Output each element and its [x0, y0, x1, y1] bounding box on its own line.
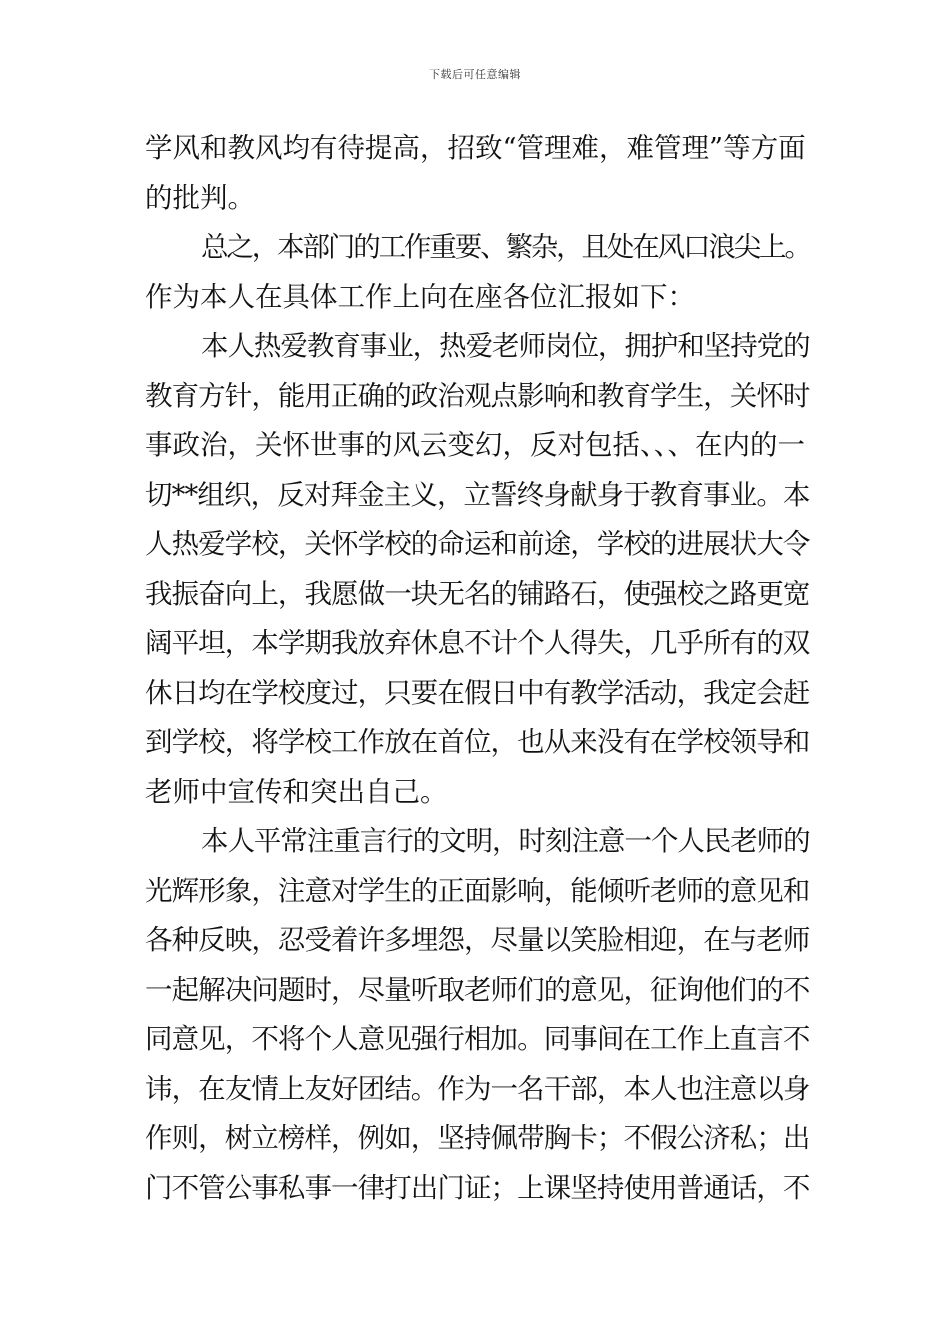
text-line: 一起解决问题时，尽量听取老师们的意见，征询他们的不	[145, 973, 810, 1006]
page-header: 下载后可任意编辑	[429, 68, 521, 81]
text-line: 讳，在友情上友好团结。作为一名干部，本人也注意以身	[145, 1072, 810, 1105]
text-line: 本人热爱教育事业，热爱老师岗位，拥护和坚持党的	[201, 330, 810, 362]
text-line: 的批判。	[145, 181, 255, 214]
text-line: 光辉形象，注意对学生的正面影响，能倾听老师的意见和	[145, 874, 810, 907]
text-line: 切**组织，反对拜金主义，立誓终身献身于教育事业。本	[145, 478, 810, 511]
document-body	[145, 124, 810, 1213]
text-line: 事政治，关怀世事的风云变幻，反对包括、、、在内的一	[145, 429, 805, 461]
text-line: 同意见，不将个人意见强行相加。同事间在工作上直言不	[145, 1023, 810, 1055]
text-line: 各种反映，忍受着许多埋怨，尽量以笑脸相迎，在与老师	[145, 924, 810, 956]
text-line: 学风和教风均有待提高，招致“管理难，难管理”等方面	[145, 132, 806, 164]
text-line: 老师中宣传和突出自己。	[145, 775, 448, 808]
text-line: 总之，本部门的工作重要、繁杂，且处在风口浪尖上。	[201, 231, 810, 263]
text-line: 到学校，将学校工作放在首位，也从来没有在学校领导和	[145, 726, 810, 758]
text-line: 人热爱学校，关怀学校的命运和前途，学校的进展状大令	[145, 528, 810, 560]
text-line: 本人平常注重言行的文明，时刻注意一个人民老师的	[201, 825, 810, 857]
text-line: 教育方针，能用正确的政治观点影响和教育学生，关怀时	[145, 379, 810, 412]
text-line: 休日均在学校度过，只要在假日中有教学活动，我定会赶	[145, 676, 810, 709]
text-line: 阔平坦，本学期我放弃休息不计个人得失，几乎所有的双	[145, 627, 810, 659]
text-line: 作为本人在具体工作上向在座各位汇报如下：	[145, 280, 695, 313]
text-line: 我振奋向上，我愿做一块无名的铺路石，使强校之路更宽	[145, 577, 810, 610]
text-line: 作则，树立榜样，例如，坚持佩带胸卡；不假公济私；出	[145, 1122, 810, 1154]
text-line: 门不管公事私事一律打出门证；上课坚持使用普通话，不	[145, 1171, 810, 1204]
